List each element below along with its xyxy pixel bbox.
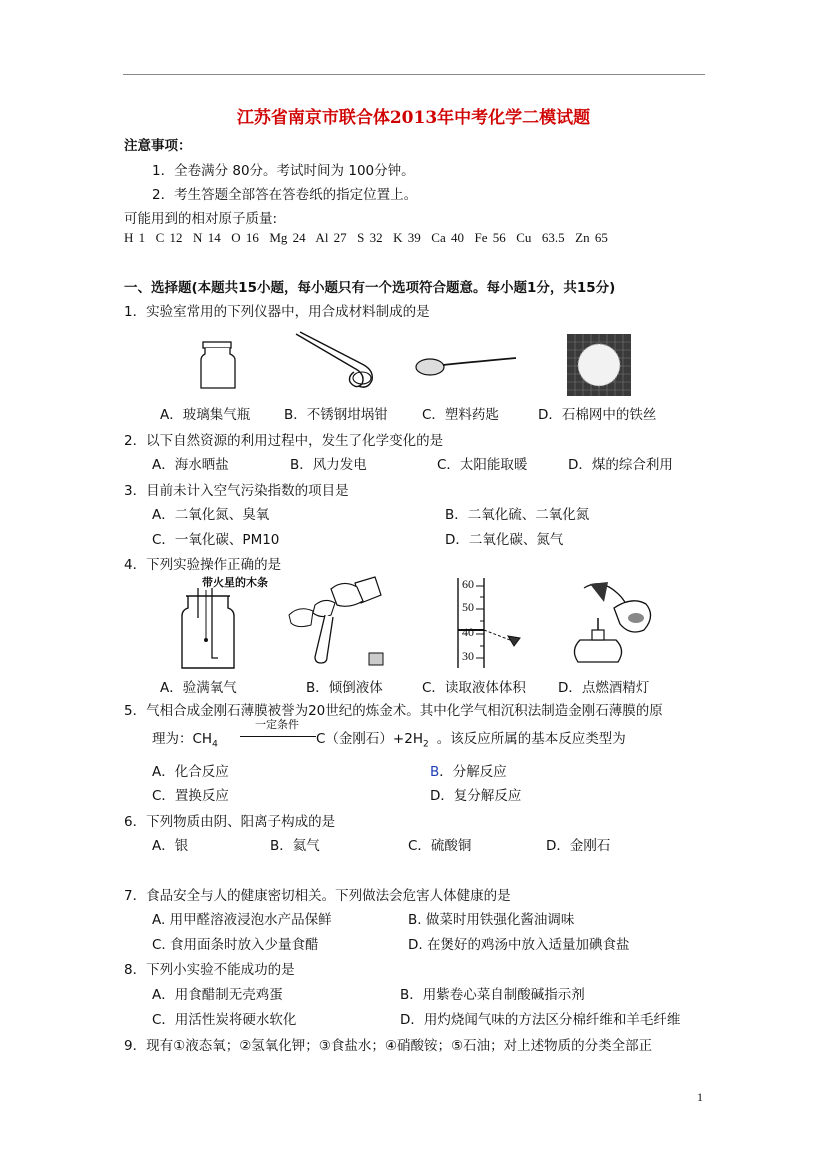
alcohol-lamp-figure <box>560 578 660 670</box>
equation-rhs <box>316 727 626 750</box>
option: A．二氧化氮、臭氧 <box>152 507 270 523</box>
option: C．塑料药匙 <box>422 407 499 423</box>
option: D．用灼烧闻气味的方法区分棉纤维和羊毛纤维 <box>400 1012 681 1028</box>
option: B．二氧化硫、二氧化氮 <box>445 507 590 523</box>
page-title: 江苏省南京市联合体2013年中考化学二模试题 <box>236 108 591 128</box>
question-stem: 1．实验室常用的下列仪器中，用合成材料制成的是 <box>124 304 430 320</box>
question-stem: 2．以下自然资源的利用过程中，发生了化学变化的是 <box>124 433 444 449</box>
question-stem: 8．下列小实验不能成功的是 <box>124 962 295 978</box>
option: A．验满氧气 <box>160 680 237 696</box>
notes-item: 1．全卷满分 80分。考试时间为 100分钟。 <box>152 163 415 179</box>
option: D．煤的综合利用 <box>568 457 673 473</box>
crucible-tongs-figure <box>292 330 384 394</box>
pour-liquid-figure <box>285 575 385 670</box>
option: A．海水晒盐 <box>152 457 229 473</box>
option: A．用食醋制无壳鸡蛋 <box>152 987 283 1003</box>
option: C. 食用面条时放入少量食醋 <box>152 937 319 953</box>
subscript: 2 <box>422 739 429 750</box>
option: C．用活性炭将硬水软化 <box>152 1012 297 1028</box>
option: C．太阳能取暖 <box>437 457 528 473</box>
option: D．石棉网中的铁丝 <box>538 407 657 423</box>
header-rule <box>123 74 705 75</box>
reaction-condition: 一定条件 <box>255 718 299 731</box>
figure-label: 带火星的木条 <box>202 576 268 589</box>
option <box>430 760 507 780</box>
question-stem: 4．下列实验操作正确的是 <box>124 557 282 573</box>
read-volume-figure <box>446 578 536 670</box>
option: D．点燃酒精灯 <box>558 680 650 696</box>
option: B．用紫卷心菜自制酸碱指示剂 <box>400 987 585 1003</box>
equation-products: C（金刚石）+2H <box>316 731 423 747</box>
scale-tick: 40 <box>462 625 474 639</box>
plastic-spoon-figure <box>412 350 520 380</box>
option: B．氦气 <box>270 838 320 854</box>
option: B. 做菜时用铁强化酱油调味 <box>408 912 575 928</box>
option: B．不锈钢坩埚钳 <box>284 407 388 423</box>
section-heading: 一、选择题(本题共15小题，每小题只有一个选项符合题意。每小题1分，共15分) <box>124 280 616 296</box>
option: C．读取液体体积 <box>422 680 526 696</box>
equation-lhs: 理为：CH <box>152 731 213 747</box>
scale-tick: 50 <box>462 600 474 614</box>
option: A. 用甲醛溶液浸泡水产品保鲜 <box>152 912 332 928</box>
option: C．置换反应 <box>152 788 229 804</box>
option: D．金刚石 <box>546 838 611 854</box>
question-stem: 6．下列物质由阴、阳离子构成的是 <box>124 814 336 830</box>
option: A．化合反应 <box>152 764 229 780</box>
page-number: 1 <box>697 1090 703 1104</box>
option: A．玻璃集气瓶 <box>160 407 251 423</box>
scale-tick: 30 <box>462 649 474 663</box>
gas-jar-figure <box>195 340 243 392</box>
option-letter: B <box>430 764 440 780</box>
option: D．复分解反应 <box>430 788 522 804</box>
scale-tick: 60 <box>462 577 474 591</box>
atomic-masses: H 1 C 12 N 14 O 16 Mg 24 Al 27 S 32 K 39 Ca 40 Fe 56 Cu 63.5 Zn 65 <box>124 230 608 245</box>
reaction-arrow <box>240 736 316 737</box>
asbestos-mesh-figure <box>566 333 632 397</box>
question-stem: 5．气相合成金刚石薄膜被誉为20世纪的炼金术。其中化学气相沉积法制造金刚石薄膜的原 <box>124 703 663 719</box>
notes-item: 2．考生答题全部答在答卷纸的指定位置上。 <box>152 187 418 203</box>
option-text: ．分解反应 <box>439 764 507 780</box>
atomic-mass-label: 可能用到的相对原子质量: <box>124 211 278 227</box>
option: B．风力发电 <box>290 457 367 473</box>
equation-suffix: 。该反应所属的基本反应类型为 <box>436 731 626 747</box>
question-stem: 7．食品安全与人的健康密切相关。下列做法会危害人体健康的是 <box>124 888 511 904</box>
question-stem: 3．目前未计入空气污染指数的项目是 <box>124 483 349 499</box>
oxygen-test-figure <box>178 588 244 672</box>
equation-prefix <box>152 727 218 750</box>
option: D. 在煲好的鸡汤中放入适量加碘食盐 <box>408 937 630 953</box>
question-stem: 9．现有①液态氧；②氢氧化钾；③食盐水；④硝酸铵；⑤石油；对上述物质的分类全部正 <box>124 1038 653 1054</box>
option: C．一氧化碳、PM10 <box>152 532 280 548</box>
option: D．二氧化碳、氮气 <box>445 532 564 548</box>
option: C．硫酸铜 <box>408 838 472 854</box>
subscript: 4 <box>212 739 218 750</box>
notes-heading: 注意事项： <box>124 138 192 154</box>
option: A．银 <box>152 838 189 854</box>
option: B．倾倒液体 <box>306 680 383 696</box>
